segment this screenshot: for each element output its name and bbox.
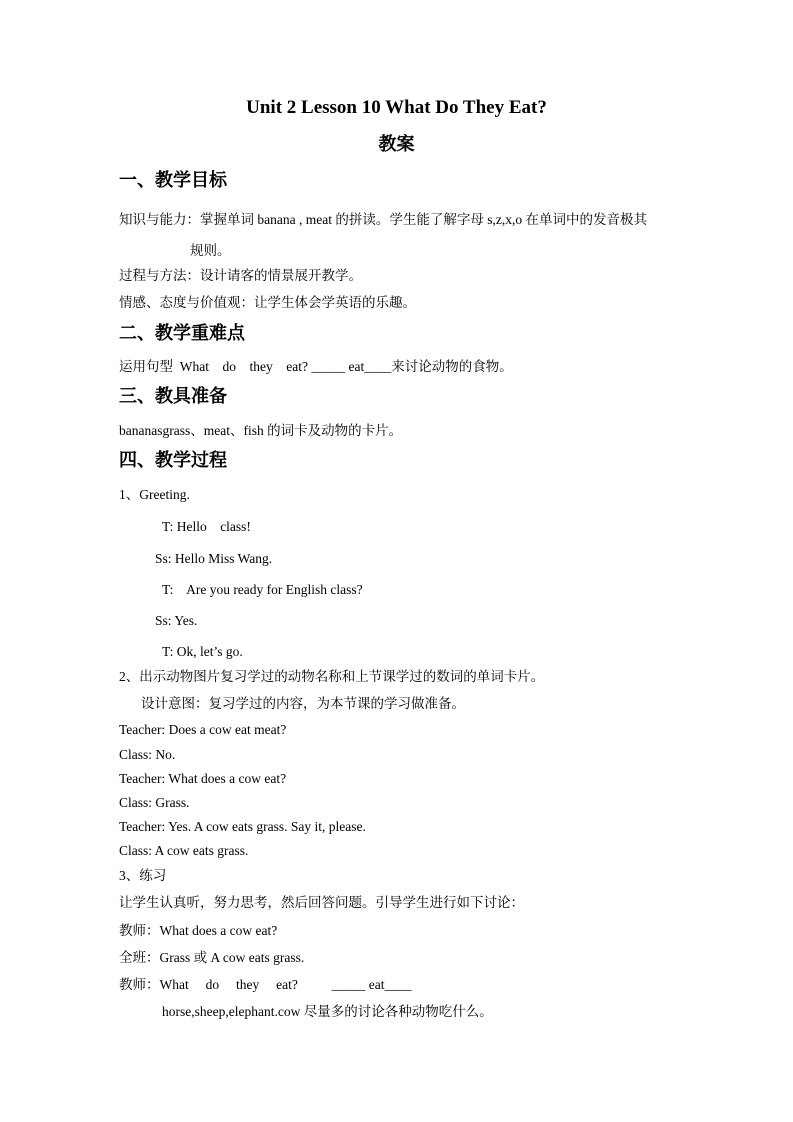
document-subtitle: 教案 xyxy=(378,134,415,154)
section-heading-key-points: 二、教学重难点 xyxy=(119,323,245,343)
process-step-review: 2、出示动物图片复习学过的动物名称和上节课学过的数词的单词卡片。 xyxy=(119,669,545,684)
objective-attitude: 情感、态度与价值观：让学生体会学英语的乐趣。 xyxy=(119,295,416,310)
dialogue-line: Class: No. xyxy=(119,747,176,762)
dialogue-line: Class: A cow eats grass. xyxy=(119,843,249,858)
design-intent: 设计意图：复习学过的内容，为本节课的学习做准备。 xyxy=(141,696,465,711)
dialogue-line: Teacher: Yes. A cow eats grass. Say it, please. xyxy=(119,819,366,834)
dialogue-line: 教师：What do they eat? _____ eat____ xyxy=(119,977,412,992)
objective-knowledge: 知识与能力：掌握单词 banana , meat 的拼读。学生能了解字母 s,z,x,o 在单词中的发音极其 xyxy=(119,212,647,227)
dialogue-line: Ss: Hello Miss Wang. xyxy=(155,551,273,566)
dialogue-line: Ss: Yes. xyxy=(155,613,198,628)
dialogue-line: Teacher: Does a cow eat meat? xyxy=(119,722,287,737)
practice-note: horse,sheep,elephant.cow 尽量多的讨论各种动物吃什么。 xyxy=(162,1004,493,1019)
section-heading-materials: 三、教具准备 xyxy=(119,386,227,406)
section-heading-process: 四、教学过程 xyxy=(119,450,227,470)
dialogue-line: T: Are you ready for English class? xyxy=(162,582,363,597)
practice-instruction: 让学生认真听，努力思考，然后回答问题。引导学生进行如下讨论： xyxy=(119,895,524,910)
materials-text: bananasgrass、meat、fish 的词卡及动物的卡片。 xyxy=(119,423,403,438)
dialogue-line: 全班：Grass 或 A cow eats grass. xyxy=(119,950,305,965)
objective-process: 过程与方法：设计请客的情景展开教学。 xyxy=(119,268,362,283)
section-heading-objectives: 一、教学目标 xyxy=(119,170,227,190)
dialogue-line: Teacher: What does a cow eat? xyxy=(119,771,287,786)
dialogue-line: T: Hello class! xyxy=(162,519,251,534)
document-title: Unit 2 Lesson 10 What Do They Eat? xyxy=(246,97,547,118)
objective-knowledge-cont: 规则。 xyxy=(190,243,231,258)
dialogue-line: T: Ok, let’s go. xyxy=(162,644,243,659)
dialogue-line: Class: Grass. xyxy=(119,795,190,810)
key-points-text: 运用句型 What do they eat? _____ eat____来讨论动物的食物。 xyxy=(119,359,513,374)
dialogue-line: 教师：What does a cow eat? xyxy=(119,923,278,938)
process-step-greeting: 1、Greeting. xyxy=(119,487,190,502)
process-step-practice: 3、练习 xyxy=(119,868,167,883)
